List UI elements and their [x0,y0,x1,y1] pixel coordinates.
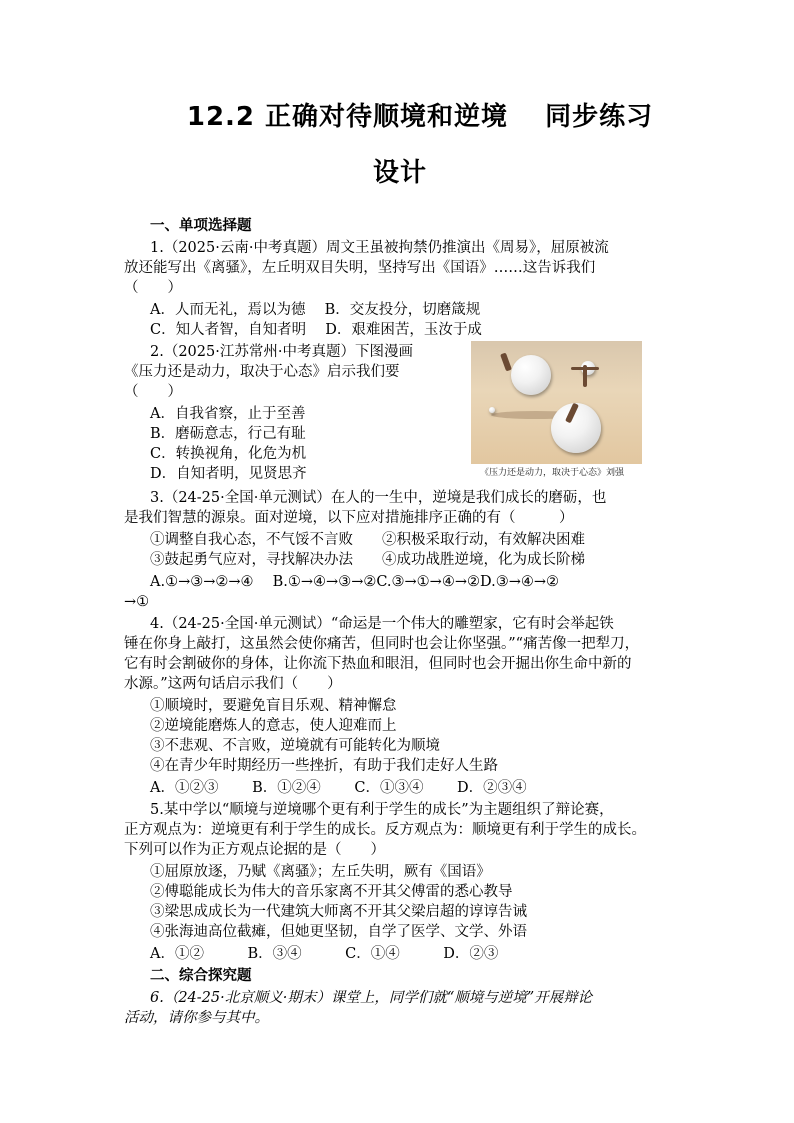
q4-line2: 锤在你身上敲打，这虽然会使你痛苦，但同时也会让你坚强。”“痛苦像一把犁刀， [124,636,640,652]
q6-line2: 活动，请你参与其中。 [124,1010,269,1026]
q3-options: A.①→③→②→④ B.①→④→③→②C.③→①→④→②D.③→④→② [150,574,559,590]
q6-line1: 6.（24-25·北京顺义·期末）课堂上，同学们就“顺境与逆境”开展辩论 [150,990,593,1006]
q3-items-12: ①调整自我心态，不气馁不言败 ②积极采取行动，有效解决困难 [150,532,585,548]
q5-item-4: ④张海迪高位截瘫，但她更坚韧，自学了医学、文学、外语 [150,924,527,940]
q3-line1: 3.（24-25·全国·单元测试）在人的一生中，逆境是我们成长的磨砺，也 [150,490,607,506]
q5-line3: 下列可以作为正方观点论据的是（ ） [124,842,385,858]
q4-item-1: ①顺境时，要避免盲目乐观、精神懈怠 [150,698,397,714]
q4-options: A．①②③ B．①②④ C．①③④ D．②③④ [150,780,527,796]
q2-line3: （ ） [124,384,182,400]
cartoon-image [471,341,642,464]
q4-item-4: ④在青少年时期经历一些挫折，有助于我们走好人生路 [150,758,498,774]
q5-item-2: ②傅聪能成长为伟大的音乐家离不开其父傅雷的悉心教导 [150,884,513,900]
q3-line2: 是我们智慧的源泉。面对逆境，以下应对措施排序正确的有（ ） [124,510,574,526]
q1-line2: 放还能写出《离骚》，左丘明双目失明，坚持写出《国语》……这告诉我们 [124,260,596,276]
q2-line2: 《压力还是动力，取决于心态》启示我们要 [124,364,400,380]
q5-item-3: ③梁思成成长为一代建筑大师离不开其父梁启超的谆谆告诫 [150,904,527,920]
section-heading-choice: 一、单项选择题 [150,218,252,234]
q3-items-34: ③鼓起勇气应对，寻找解决办法 ④成功战胜逆境，化为成长阶梯 [150,552,585,568]
q5-line1: 5.某中学以“顺境与逆境哪个更有利于学生的成长”为主题组织了辩论赛， [150,802,614,818]
q1-options-cd: C．知人者智，自知者明 D．艰难困苦，玉汝于成 [150,322,482,338]
q5-line2: 正方观点为：逆境更有利于学生的成长。反方观点为：顺境更有利于学生的成长。 [124,822,646,838]
q4-line1: 4.（24-25·全国·单元测试）“命运是一个伟大的雕塑家，它有时会举起铁 [150,616,614,632]
q2-option-a: A．自我省察，止于至善 [150,406,306,422]
q2-option-d: D．自知者明，见贤思齐 [150,466,307,482]
q1-options-ab: A．人而无礼，焉以为德 B．交友投分，切磨箴规 [150,302,481,318]
q2-line1: 2.（2025·江苏常州·中考真题）下图漫画 [150,344,413,360]
section-heading-inquiry: 二、综合探究题 [150,968,252,984]
q5-options: A．①② B．③④ C．①④ D．②③ [150,946,499,962]
page-title-line1: 12.2 正确对待顺境和逆境 同步练习 [186,102,654,132]
figure-caption: 《压力还是动力，取决于心态》刘强 [480,468,625,478]
q3-options-cont: →① [124,594,150,610]
q4-line3: 它有时会割破你的身体，让你流下热血和眼泪，但同时也会开掘出你生命中新的 [124,656,632,672]
q5-item-1: ①屈原放逐，乃赋《离骚》；左丘失明，厥有《国语》 [150,864,491,880]
q1-line3: （ ） [124,280,182,296]
q4-item-3: ③不悲观、不言败，逆境就有可能转化为顺境 [150,738,440,754]
q4-line4: 水源。”这两句话启示我们（ ） [124,676,342,692]
page-title-line2: 设计 [372,158,427,188]
q1-line1: 1.（2025·云南·中考真题）周文王虽被拘禁仍推演出《周易》，屈原被流 [150,240,609,256]
q4-item-2: ②逆境能磨炼人的意志，使人迎难而上 [150,718,397,734]
q2-option-c: C．转换视角，化危为机 [150,446,307,462]
q2-option-b: B．磨砺意志，行己有耻 [150,426,306,442]
